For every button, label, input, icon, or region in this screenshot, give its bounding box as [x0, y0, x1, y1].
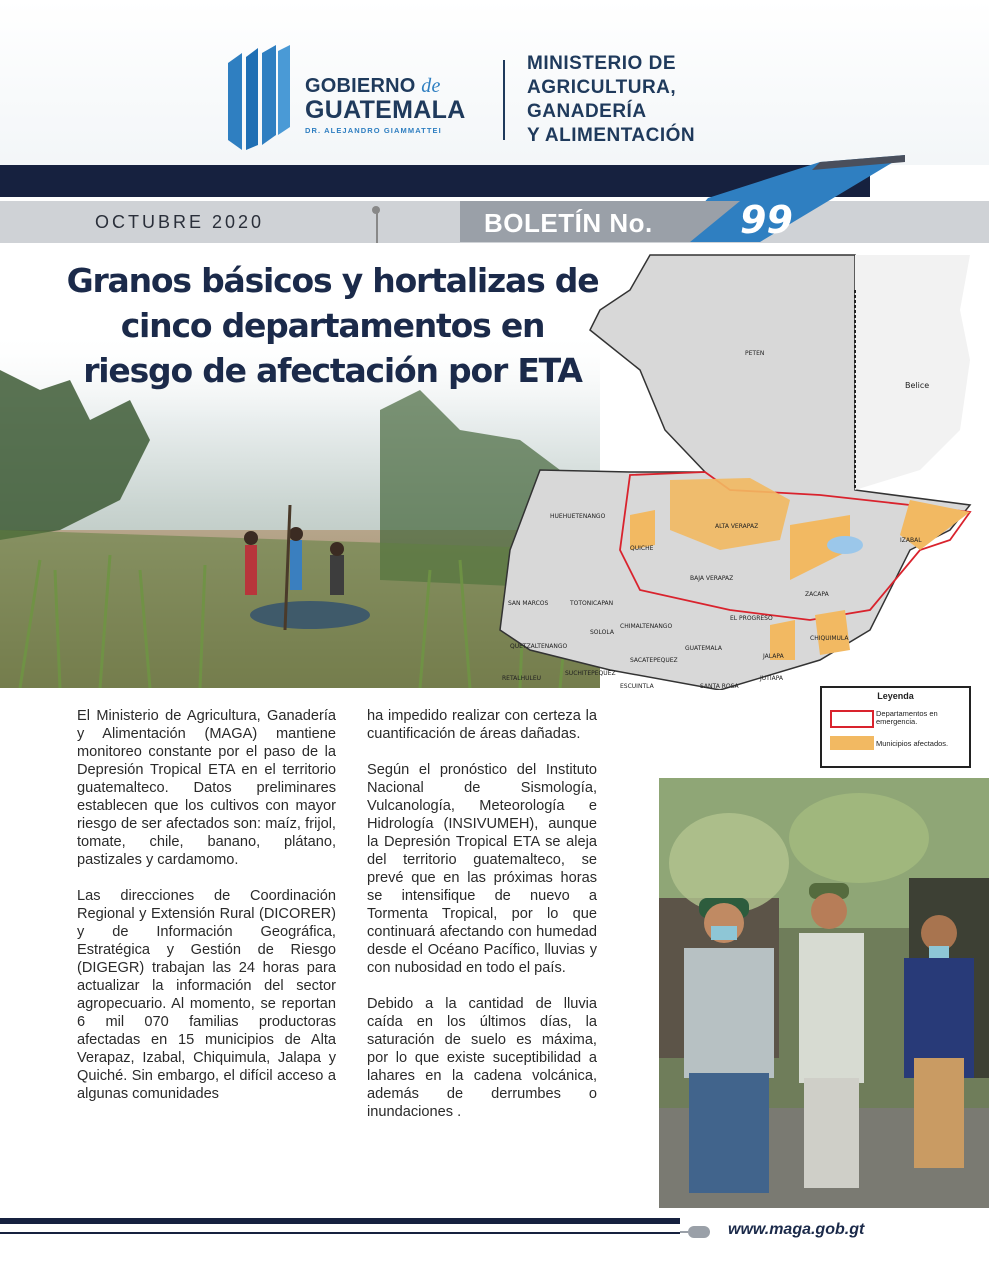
header-background	[0, 0, 989, 165]
footer-band-line	[0, 1232, 680, 1234]
map-legend	[820, 686, 971, 768]
label-jalapa: JALAPA	[763, 653, 784, 660]
col1-paragraph-2: Las direcciones de Coordinación Regional y Extensión Rural (DICORER) y de Información Geográfica, Estratégica y Gestión de Riesgo (DIGEGR) trabajan las 24 horas para actualizar la información del sector agropecuario. Al momento, se reportan 6 mil 070 familias productoras afectadas en 15 municipios de Alta Verapaz, Izabal, Chiquimula, Jalapa y Quiché. Sin embargo, el difícil acceso a algunas comunidades	[77, 888, 336, 1102]
label-san-marcos: SAN MARCOS	[508, 600, 549, 607]
label-zacapa: ZACAPA	[805, 591, 829, 598]
headline-line3: riesgo de afectación por ETA	[83, 351, 582, 390]
farmers-photo	[659, 778, 989, 1208]
affected-quiche	[630, 510, 655, 550]
label-quetzaltenango: QUETZALTENANGO	[510, 643, 568, 650]
legend-swatch-affected	[830, 736, 874, 750]
bulletin-label: BOLETÍN No.	[484, 208, 653, 238]
article-column-1	[77, 707, 336, 1121]
government-wordmark	[305, 75, 466, 135]
col2-paragraph-2: Según el pronóstico del Instituto Nacional de Sismología, Vulcanología, Meteorología e Hidrología (INSIVUMEH), aunque la Depresión Tropical ETA se aleja del territorio guatemalteco, se prevé que en las próximas horas se intensifique de nuevo a Tormenta Tropical, por lo que continuará afectando con humedad desde el Océano Pacífico, lluvias y con nubosidad en todo el país.	[367, 762, 597, 976]
legend-title: Leyenda	[877, 691, 914, 701]
label-izabal: IZABAL	[900, 537, 922, 544]
date-separator	[376, 209, 378, 243]
article-column-2	[367, 707, 597, 1139]
label-peten: PETEN	[745, 350, 765, 357]
label-guatemala: GUATEMALA	[685, 645, 723, 652]
ministry-line3: GANADERÍA	[527, 101, 647, 122]
affected-chiquimula	[815, 610, 850, 655]
footer-band	[0, 1218, 680, 1224]
label-belice: Belice	[905, 381, 930, 390]
belize-area	[855, 255, 970, 490]
legend-item-emergency: Departamentos en emergencia.	[876, 709, 938, 726]
website-link[interactable]: www.maga.gob.gt	[728, 1221, 865, 1238]
gov-line3: DR. ALEJANDRO GIAMMATTEI	[305, 126, 442, 135]
gov-line1: GOBIERNO de	[305, 75, 441, 97]
label-santa-rosa: SANTA ROSA	[700, 683, 739, 690]
gov-line2: GUATEMALA	[305, 96, 466, 124]
headline-line1: Granos básicos y hortalizas de	[66, 261, 599, 300]
government-logo-icon	[228, 45, 290, 150]
bulletin-date: OCTUBRE 2020	[95, 212, 265, 232]
legend-item-affected: Municipios afectados.	[876, 739, 949, 748]
label-alta-verapaz: ALTA VERAPAZ	[715, 523, 759, 530]
label-baja-verapaz: BAJA VERAPAZ	[690, 575, 734, 582]
label-jutiapa: JUTIAPA	[760, 675, 784, 682]
label-huehuetenango: HUEHUETENANGO	[550, 513, 606, 520]
label-escuintla: ESCUINTLA	[620, 683, 654, 690]
label-chiquimula: CHIQUIMULA	[810, 635, 849, 642]
col1-paragraph-1: El Ministerio de Agricultura, Ganadería y Alimentación (MAGA) mantiene monitoreo constante por el paso de la Depresión Tropical ETA en el territorio guatemalteco. Datos preliminares establecen que los cultivos con mayor riesgo de ser afectados son: maíz, frijol, tomate, chile, banano, plátano, pastizales y cardamomo.	[77, 708, 336, 868]
header-divider	[503, 60, 505, 140]
legend-swatch-emergency	[830, 710, 874, 728]
bulletin-number: 99	[740, 198, 793, 242]
ministry-line4: Y ALIMENTACIÓN	[527, 125, 696, 146]
ministry-line2: AGRICULTURA,	[527, 77, 677, 98]
label-chimaltenango: CHIMALTENANGO	[620, 623, 673, 630]
ministry-line1: MINISTERIO DE	[527, 53, 677, 74]
label-suchitepequez: SUCHITEPEQUEZ	[565, 670, 616, 677]
col2-paragraph-1: ha impedido realizar con certeza la cuantificación de áreas dañadas.	[367, 708, 597, 742]
label-solola: SOLOLA	[590, 629, 614, 636]
ministry-name	[527, 52, 695, 148]
label-quiche: QUICHE	[630, 545, 654, 552]
label-retalhuleu: RETALHULEU	[502, 675, 542, 682]
label-el-progreso: EL PROGRESO	[730, 615, 773, 622]
lake-izabal	[827, 536, 863, 554]
headline-line2: cinco departamentos en	[120, 306, 545, 345]
col2-paragraph-3: Debido a la cantidad de lluvia caída en los últimos días, la saturación de suelo es máxima, por lo que existe suceptibilidad a lahares en la cadena volcánica, además de derrumbes o inundaciones .	[367, 996, 597, 1120]
headline	[40, 258, 625, 393]
label-totonicapan: TOTONICAPAN	[570, 600, 614, 607]
label-sacatepequez: SACATEPEQUEZ	[630, 657, 678, 664]
